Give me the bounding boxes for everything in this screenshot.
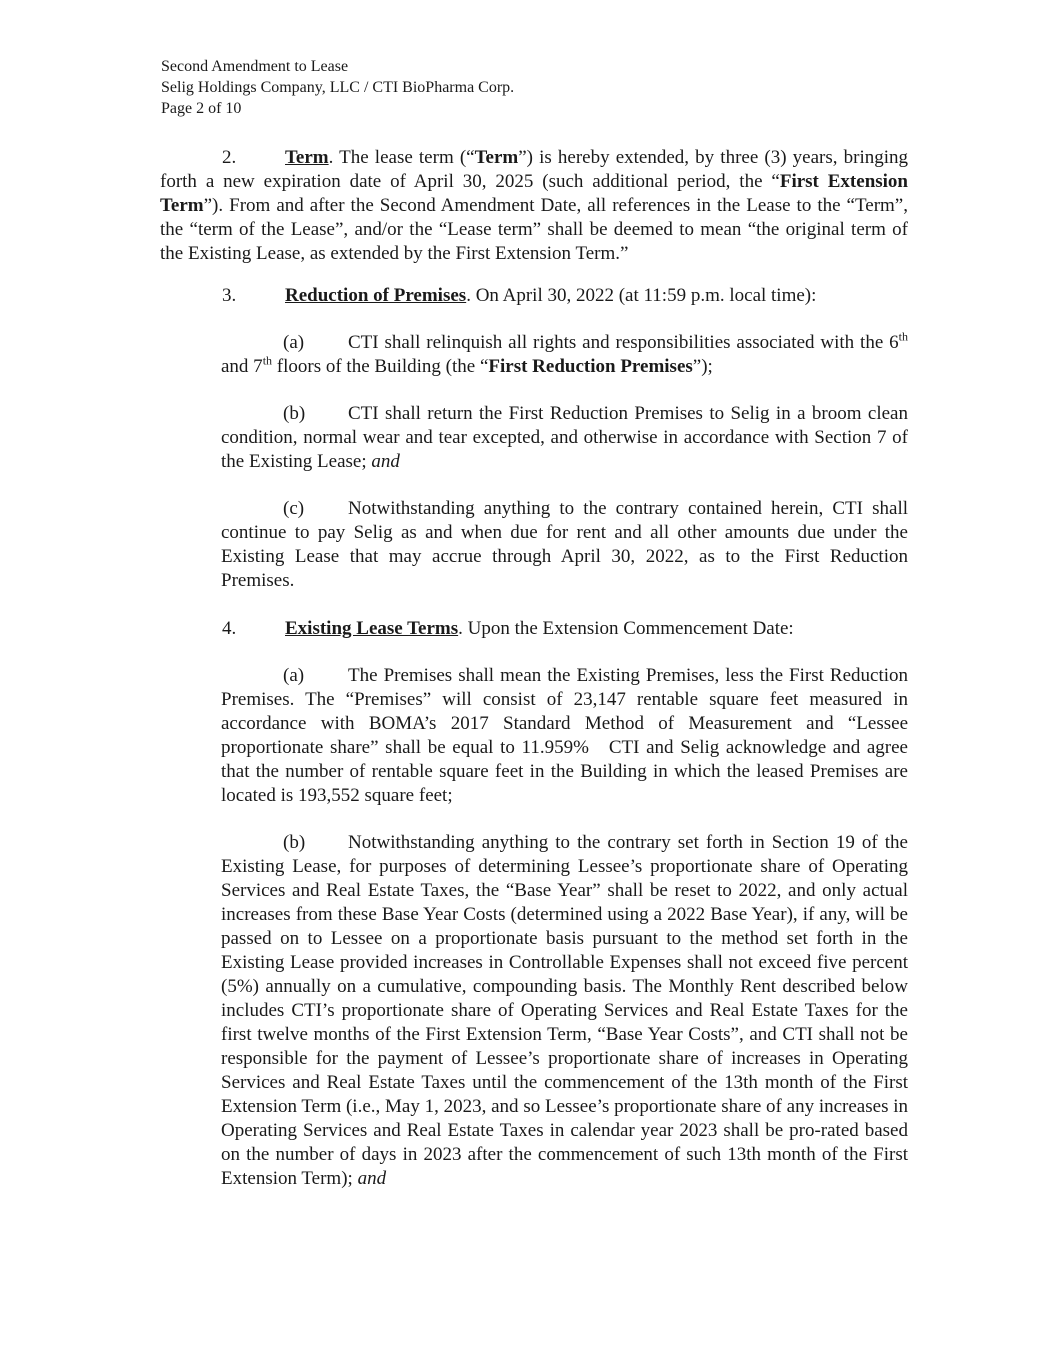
subsection-label: (a) <box>283 665 305 686</box>
section-4b: (b) Notwithstanding anything to the contrary set forth in Section 19 of the Existing Lease, for purposes of determining Lessee’s proportionate share of Operating Services and Real Estate Taxes, the “Base Year” shall be reset to 2022, and only actual increases from these Base Year Costs (determined using a 2022 Base Year), if any, will be passed on to Lessee on a proportionate basis pursuant to the method set forth in the Existing Lease provided increases in Controllable Expenses shall not exceed five percent (5%) annually on a cumulative, compounding basis. The Monthly Rent described below includes CTI’s proportionate share of Operating Services and Real Estate Taxes for the first twelve months of the First Extension Term, “Base Year Costs”, and CTI shall not be responsible for the payment of Lessee’s proportionate share of increases in Operating Services and Real Estate Taxes until the commencement of the 13th month of the First Extension Term (i.e., May 1, 2023, and so Lessee’s proportionate share of any increases in Operating Services and Real Estate Taxes in calendar year 2023 shall be pro-rated based on the number of days in 2023 after the commencement of such 13th month of the First Extension Term); and <box>221 832 908 1189</box>
defined-term: First Reduction Premises <box>488 356 693 377</box>
defined-term: First Extension Term <box>160 171 909 216</box>
subsection-label: (c) <box>283 498 305 519</box>
section-heading: Existing Lease Terms <box>285 618 459 639</box>
header-line-title: Second Amendment to Lease <box>161 58 349 75</box>
section-2-term: 2. Term. The lease term (“Term”) is hereby extended, by three (3) years, bringing forth a new expiration date of April 30, 2025 (such additional period, the “First Extension Term”). From and after the Second Amendment Date, all references in the Lease to the “Term”, the “term of the Lease”, and/or the “Lease term” shall be deemed to mean “the original term of the Existing Lease, as extended by the First Extension Term.” <box>160 147 909 264</box>
section-4-existing-lease-terms: 4. Existing Lease Terms. Upon the Extension Commencement Date: <box>160 617 908 641</box>
section-4a: (a) The Premises shall mean the Existing Premises, less the First Reduction Premises. The “Premises” will consist of 23,147 rentable square feet measured in accordance with BOMA’s 2017 Standard Method of Measurement and “Lessee proportionate share” shall be equal to 11.959% CTI and Selig acknowledge and agree that the number of rentable square feet in the Building in which the leased Premises are located is 193,552 square feet; <box>221 665 913 806</box>
subsection-label: (a) <box>283 332 305 353</box>
subsection-label: (b) <box>283 832 306 853</box>
subsection-label: (b) <box>283 403 306 424</box>
section-3-reduction-of-premises: 3. Reduction of Premises. On April 30, 2022 (at 11:59 p.m. local time): <box>160 284 908 308</box>
section-number: 2. <box>222 147 237 168</box>
header-line-page: Page 2 of 10 <box>161 100 242 117</box>
section-3b: (b) CTI shall return the First Reduction Premises to Selig in a broom clean condition, normal wear and tear excepted, and otherwise in accordance with Section 7 of the Existing Lease; and <box>221 403 908 472</box>
section-number: 3. <box>222 285 237 306</box>
section-3c: (c) Notwithstanding anything to the contrary contained herein, CTI shall continue to pay Selig as and when due for rent and all other amounts due under the Existing Lease that may accrue through April 30, 2022, as to the First Reduction Premises. <box>221 498 908 591</box>
section-3a: (a) CTI shall relinquish all rights and responsibilities associated with the 6th and 7th floors of the Building (the “First Reduction Premises”); <box>221 329 908 377</box>
section-heading: Term <box>285 147 329 168</box>
page-header <box>161 56 514 119</box>
defined-term: Term <box>474 147 519 168</box>
section-heading: Reduction of Premises <box>285 285 467 306</box>
header-line-parties: Selig Holdings Company, LLC / CTI BioPharma Corp. <box>161 79 515 96</box>
section-number: 4. <box>222 618 237 639</box>
